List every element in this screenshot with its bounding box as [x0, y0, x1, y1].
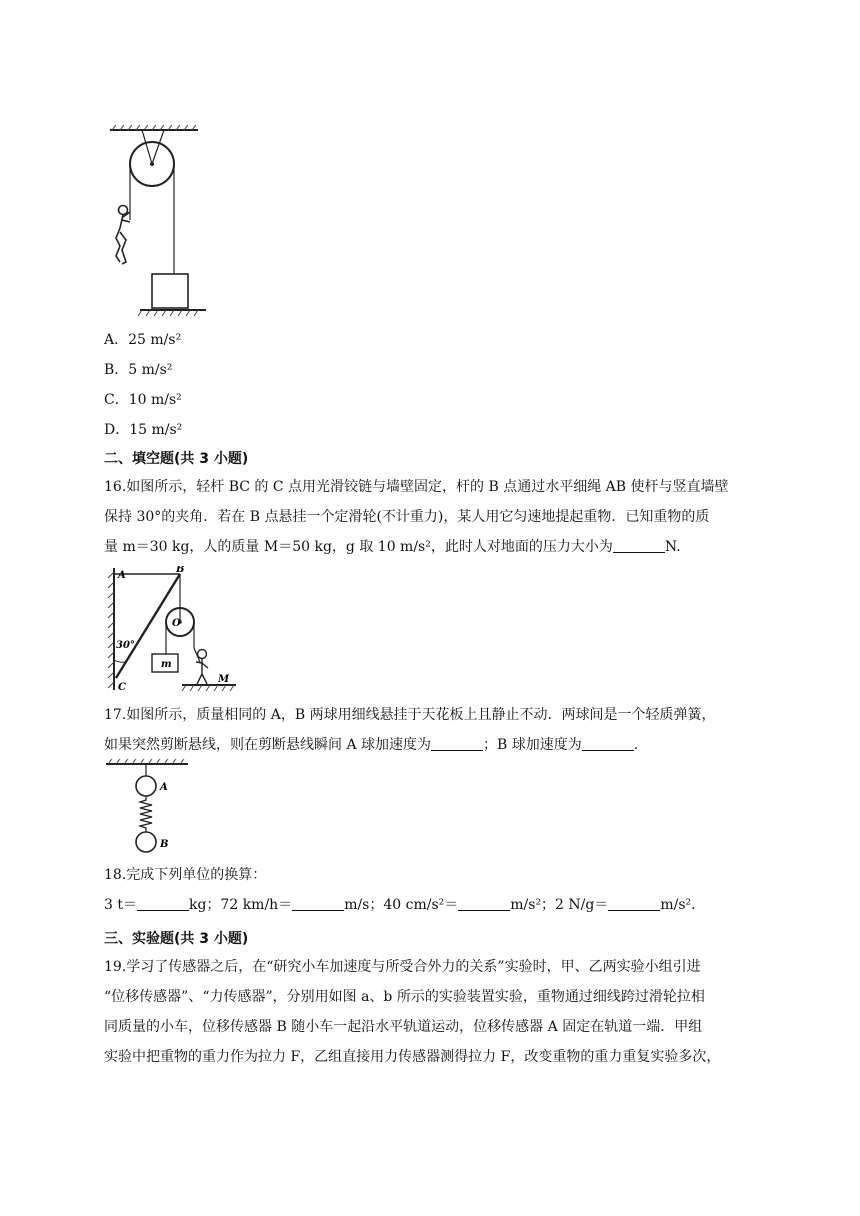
- choice-letter: D．: [104, 422, 130, 438]
- pulley-climber-figure: [106, 124, 206, 320]
- label-ball-b: B: [160, 839, 169, 850]
- bracket-pulley-figure: [104, 566, 240, 694]
- text: m/s².: [660, 897, 696, 913]
- text: 3 t＝: [104, 897, 137, 913]
- question-16-line-3: [104, 532, 762, 562]
- answer-blank-1[interactable]: [137, 896, 189, 911]
- question-19: [104, 952, 762, 1072]
- label-angle: 30°: [116, 640, 135, 651]
- label-b: B: [176, 566, 185, 575]
- label-big-m: M: [218, 674, 230, 685]
- choice-letter: B．: [104, 362, 129, 378]
- spring-balls-figure: [104, 758, 194, 854]
- choice-text: 10 m/s²: [128, 392, 182, 408]
- answer-blank-3[interactable]: [458, 896, 510, 911]
- section-heading-experiment: 三、实验题(共 3 小题): [104, 931, 249, 947]
- text: N.: [664, 539, 681, 555]
- label-m: m: [161, 659, 172, 670]
- label-o: O: [172, 618, 181, 629]
- choice-a: [104, 329, 181, 349]
- question-17-line-1: 17.如图所示，质量相同的 A，B 两球用细线悬挂于天花板上且静止不动．两球间是一个轻质弹簧，: [104, 707, 716, 723]
- text: m/s；40 cm/s²＝: [344, 897, 459, 913]
- question-19-line-4: 实验中把重物的重力作为拉力 F，乙组直接用力传感器测得拉力 F，改变重物的重力重复实验多次，: [104, 1049, 721, 1065]
- text: ；B 球加速度为: [483, 737, 582, 753]
- answer-blank-2[interactable]: [292, 896, 344, 911]
- choice-c: [104, 389, 182, 409]
- choice-text: 25 m/s²: [128, 332, 182, 348]
- question-16-line-2: 保持 30°的夹角．若在 B 点悬挂一个定滑轮(不计重力)，某人用它匀速地提起重物．已知重物的质: [104, 509, 710, 525]
- text: m/s²；2 N/g＝: [510, 897, 609, 913]
- question-17-line-2: [104, 730, 762, 760]
- question-17: [104, 700, 762, 760]
- text: 量 m＝30 kg，人的质量 M＝50 kg，g 取 10 m/s²，此时人对地面的压力大小为: [104, 539, 613, 555]
- question-19-line-2: “位移传感器”、“力传感器”，分别用如图 a、b 所示的实验装置实验，重物通过细线跨过滑轮拉相: [104, 989, 705, 1005]
- choice-letter: C．: [104, 392, 129, 408]
- question-16: [104, 472, 762, 562]
- question-18-line-2: [104, 890, 762, 920]
- answer-blank-a[interactable]: [431, 736, 483, 751]
- text: 如果突然剪断悬线，则在剪断悬线瞬间 A 球加速度为: [104, 737, 432, 753]
- answer-blank[interactable]: [613, 538, 665, 553]
- question-18-line-1: 18.完成下列单位的换算：: [104, 867, 267, 883]
- text: .: [633, 737, 639, 753]
- label-c: C: [118, 682, 126, 693]
- choice-d: [104, 419, 182, 439]
- section-heading-fill-blank: 二、填空题(共 3 小题): [104, 451, 249, 467]
- answer-blank-4[interactable]: [608, 896, 660, 911]
- label-a: A: [118, 570, 126, 581]
- answer-blank-b[interactable]: [582, 736, 634, 751]
- text: kg；72 km/h＝: [188, 897, 293, 913]
- choice-letter: A．: [104, 332, 129, 348]
- label-ball-a: A: [160, 782, 168, 793]
- question-18: [104, 860, 762, 920]
- question-19-line-1: 19.学习了传感器之后，在“研究小车加速度与所受合外力的关系”实验时，甲、乙两实验小组引进: [104, 959, 701, 975]
- choice-text: 5 m/s²: [128, 362, 173, 378]
- choice-b: [104, 359, 172, 379]
- choice-text: 15 m/s²: [129, 422, 183, 438]
- question-16-line-1: 16.如图所示，轻杆 BC 的 C 点用光滑铰链与墙壁固定，杆的 B 点通过水平细绳 AB 使杆与竖直墙壁: [104, 479, 729, 495]
- question-19-line-3: 同质量的小车，位移传感器 B 随小车一起沿水平轨道运动，位移传感器 A 固定在轨道一端．甲组: [104, 1019, 703, 1035]
